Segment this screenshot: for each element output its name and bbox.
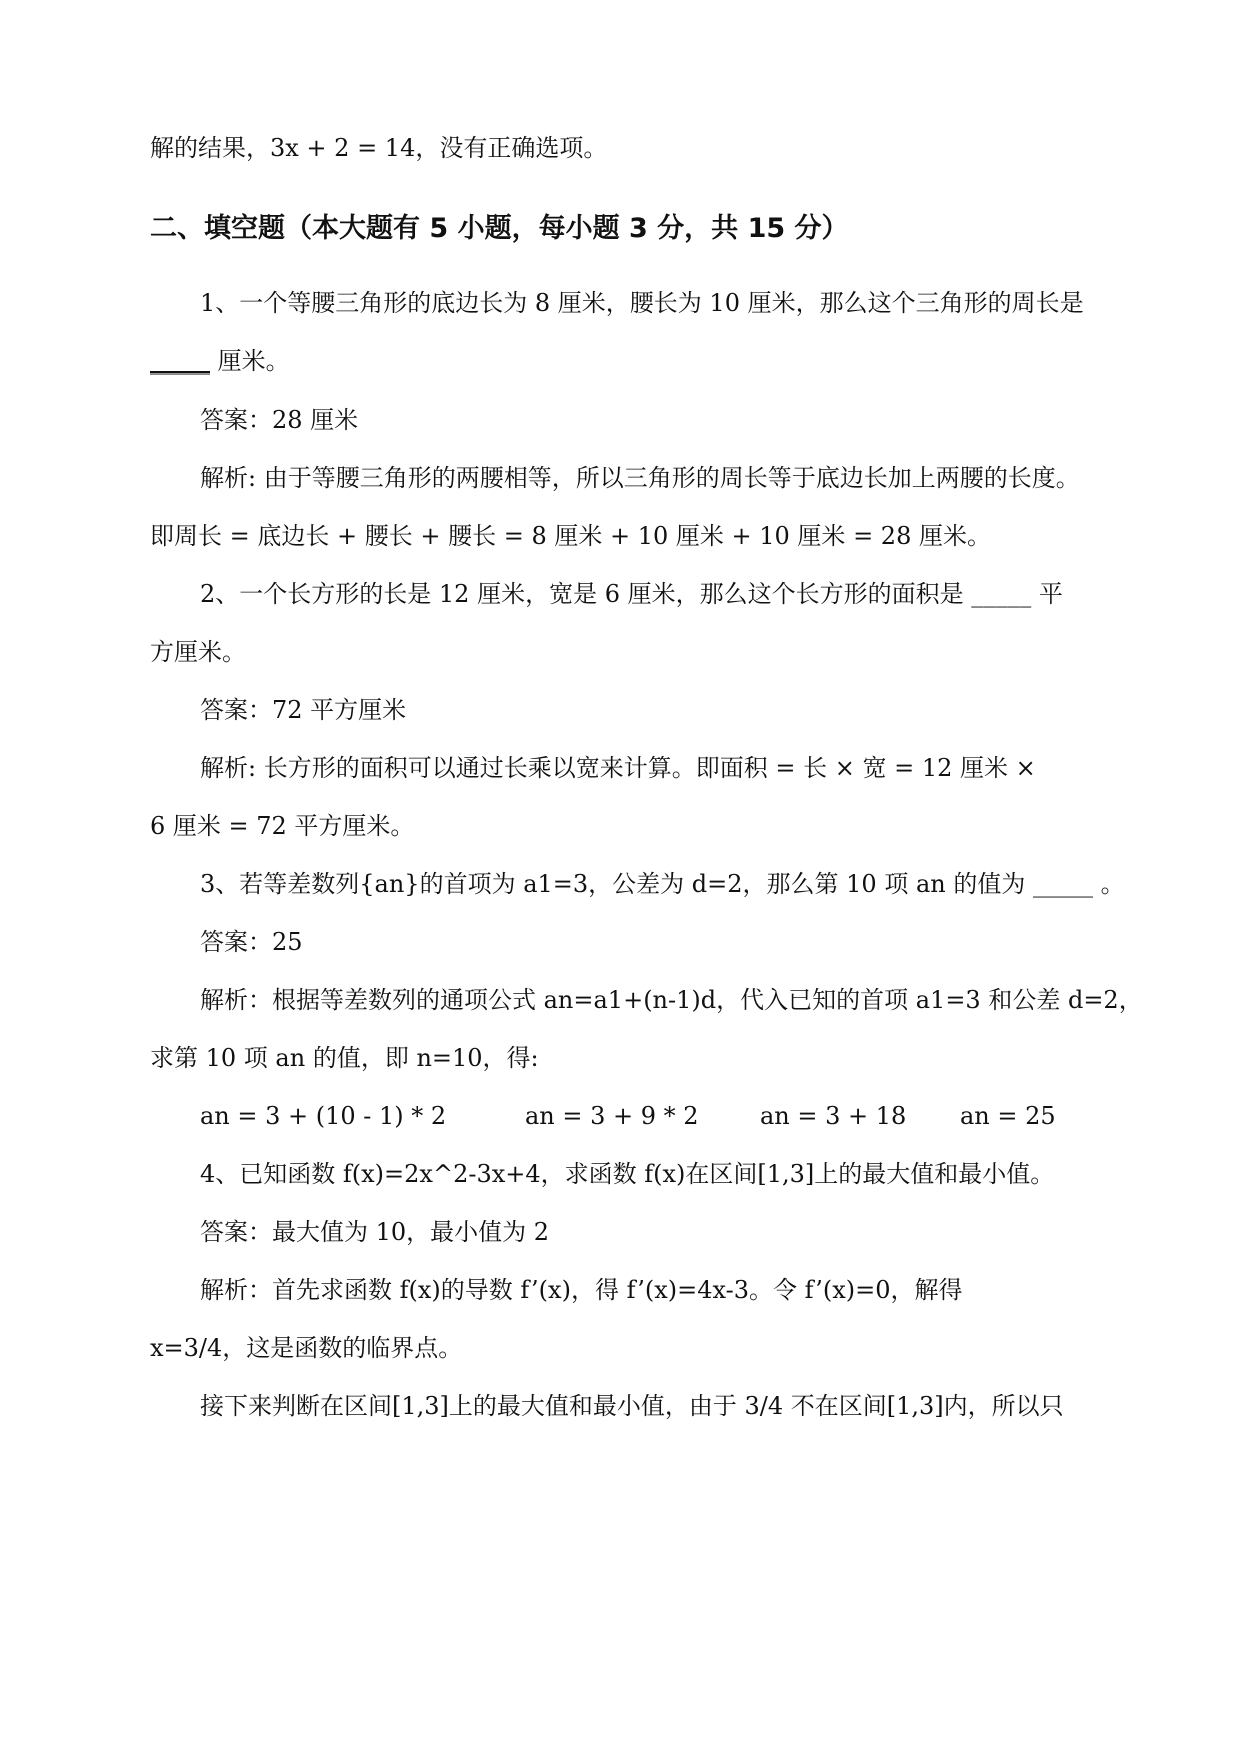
question-2-continuation: 方厘米。	[150, 638, 246, 666]
question-4-explanation: 解析：首先求函数 f(x)的导数 f’(x)，得 f’(x)=4x-3。令 f’(x)=0，解得	[200, 1276, 963, 1304]
question-3-explanation: 解析：根据等差数列的通项公式 an=a1+(n-1)d，代入已知的首项 a1=3 和公差 d=2，	[200, 986, 1143, 1014]
equation-step-2: an = 3 + 9 * 2	[525, 1102, 699, 1130]
previous-answer-tail: 解的结果，3x + 2 = 14，没有正确选项。	[150, 134, 608, 162]
question-1-text: 1、一个等腰三角形的底边长为 8 厘米，腰长为 10 厘米，那么这个三角形的周长是	[200, 289, 1084, 317]
question-2-text: 2、一个长方形的长是 12 厘米，宽是 6 厘米，那么这个长方形的面积是 _____ 平	[200, 580, 1063, 608]
question-1-explanation: 解析: 由于等腰三角形的两腰相等，所以三角形的周长等于底边长加上两腰的长度。	[200, 464, 1080, 492]
question-1-unit: 厘米。	[210, 347, 290, 375]
section-heading: 二、填空题（本大题有 5 小题，每小题 3 分，共 15 分）	[150, 213, 849, 244]
question-1-answer: 答案：28 厘米	[200, 406, 359, 434]
question-3-text: 3、若等差数列{an}的首项为 a1=3，公差为 d=2，那么第 10 项 an 的值为 _____ 。	[200, 870, 1125, 898]
equation-step-1: an = 3 + (10 - 1) * 2	[200, 1102, 447, 1130]
question-2-explanation: 解析: 长方形的面积可以通过长乘以宽来计算。即面积 = 长 × 宽 = 12 厘米 ×	[200, 754, 1036, 782]
question-4-text: 4、已知函数 f(x)=2x^2-3x+4，求函数 f(x)在区间[1,3]上的最大值和最小值。	[200, 1160, 1055, 1188]
question-3-answer: 答案：25	[200, 928, 303, 956]
answer-blank: _____	[150, 347, 210, 375]
equation-step-3: an = 3 + 18	[760, 1102, 907, 1130]
equation-step-4: an = 25	[960, 1102, 1056, 1130]
question-4-explanation-next: 接下来判断在区间[1,3]上的最大值和最小值，由于 3/4 不在区间[1,3]内，所以只	[200, 1392, 1064, 1420]
question-4-answer: 答案：最大值为 10，最小值为 2	[200, 1218, 550, 1246]
question-3-explanation-continued: 求第 10 项 an 的值，即 n=10，得:	[150, 1044, 539, 1072]
question-2-explanation-continued: 6 厘米 = 72 平方厘米。	[150, 812, 415, 840]
question-1-continuation	[150, 344, 290, 378]
question-2-answer: 答案：72 平方厘米	[200, 696, 407, 724]
question-1-explanation-continued: 即周长 = 底边长 + 腰长 + 腰长 = 8 厘米 + 10 厘米 + 10 厘米 = 28 厘米。	[150, 522, 991, 550]
question-4-explanation-continued: x=3/4，这是函数的临界点。	[150, 1334, 463, 1362]
